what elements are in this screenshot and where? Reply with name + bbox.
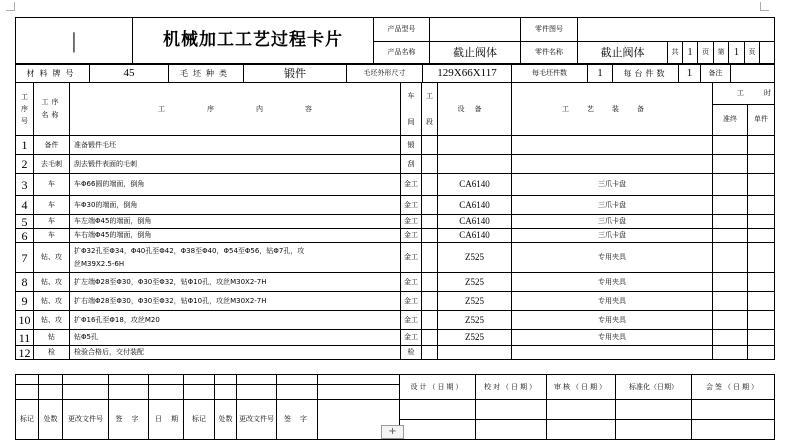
operation-equipment[interactable] [438, 346, 512, 360]
operation-unit-time[interactable] [748, 243, 775, 273]
operation-section[interactable] [422, 311, 438, 330]
blank-type-label: 毛坯种类 [169, 65, 244, 83]
card-header [15, 17, 775, 64]
operation-tooling[interactable]: 三爪卡盘 [512, 196, 713, 215]
operation-equipment[interactable]: Z525 [438, 292, 512, 311]
operation-tooling[interactable]: 专用夹具 [512, 243, 713, 273]
operation-row [16, 311, 775, 330]
operation-content[interactable]: 车Φ66圆的端面，倒角 [70, 174, 401, 196]
col-content-header: 工序内容 [70, 83, 401, 136]
operation-tooling[interactable]: 三爪卡盘 [512, 174, 713, 196]
operation-prep-time[interactable] [713, 243, 748, 273]
operation-name[interactable]: 车 [34, 174, 70, 196]
operation-unit-time[interactable] [748, 196, 775, 215]
operation-section[interactable] [422, 229, 438, 243]
operation-workshop[interactable]: 刮 [401, 155, 422, 174]
product-name-value[interactable]: 截止阀体 [430, 42, 521, 64]
operation-workshop[interactable]: 金工 [401, 311, 422, 330]
crop-mark-top-right [760, 2, 769, 11]
operation-equipment[interactable]: Z525 [438, 330, 512, 346]
blank-type-value[interactable]: 锻件 [244, 65, 347, 83]
operation-workshop[interactable]: 锻 [401, 136, 422, 155]
operation-row [16, 196, 775, 215]
col-seq-header: 工序号 [16, 83, 34, 136]
operation-workshop[interactable]: 检 [401, 346, 422, 360]
operation-tooling[interactable]: 三爪卡盘 [512, 215, 713, 229]
operation-section[interactable] [422, 243, 438, 273]
operation-prep-time[interactable] [713, 273, 748, 292]
operation-equipment[interactable]: Z525 [438, 273, 512, 292]
operation-prep-time[interactable] [713, 196, 748, 215]
operation-unit-time[interactable] [748, 174, 775, 196]
operation-name[interactable]: 备件 [34, 136, 70, 155]
operation-unit-time[interactable] [748, 229, 775, 243]
operation-number[interactable]: 11 [16, 330, 34, 346]
operation-equipment[interactable]: Z525 [438, 311, 512, 330]
operation-workshop[interactable]: 金工 [401, 196, 422, 215]
operation-number[interactable]: 6 [16, 229, 34, 243]
operation-content[interactable]: 车左端Φ45的端面，倒角 [70, 215, 401, 229]
operation-tooling[interactable]: 专用夹具 [512, 273, 713, 292]
part-name-value[interactable]: 截止阀体 [578, 42, 668, 64]
operation-section[interactable] [422, 196, 438, 215]
operation-unit-time[interactable] [748, 330, 775, 346]
revision-mark-label: 标记 [16, 400, 39, 440]
signature-label-2: 签字 [277, 400, 318, 440]
operation-row [16, 330, 775, 346]
operation-name[interactable]: 车 [34, 229, 70, 243]
operation-prep-time[interactable] [713, 136, 748, 155]
remarks-label: 备注 [701, 65, 731, 83]
operation-section[interactable] [422, 155, 438, 174]
operation-tooling[interactable]: 专用夹具 [512, 292, 713, 311]
operation-equipment[interactable] [438, 136, 512, 155]
operation-name[interactable]: 车 [34, 215, 70, 229]
operation-unit-time[interactable] [748, 273, 775, 292]
operation-name[interactable]: 钻、攻 [34, 273, 70, 292]
operation-name[interactable]: 钻、攻 [34, 292, 70, 311]
operation-unit-time[interactable] [748, 215, 775, 229]
operation-workshop[interactable]: 金工 [401, 273, 422, 292]
operation-content[interactable]: 检验合格后，交付装配 [70, 346, 401, 360]
countersign-date[interactable]: 会签（日期） [692, 375, 775, 400]
operation-number[interactable]: 12 [16, 346, 34, 360]
total-unit: 页 [698, 42, 714, 64]
operation-prep-time[interactable] [713, 311, 748, 330]
page-label: 第 [714, 42, 729, 64]
operation-workshop[interactable]: 金工 [401, 292, 422, 311]
operation-name[interactable]: 钻 [34, 330, 70, 346]
operation-row [16, 346, 775, 360]
part-no-label: 零件图号 [521, 18, 578, 42]
operation-tooling[interactable]: 专用夹具 [512, 311, 713, 330]
operation-unit-time[interactable] [748, 155, 775, 174]
total-pages[interactable]: 1 [683, 42, 698, 64]
revision-place-label: 处数 [39, 400, 63, 440]
operation-workshop[interactable]: 金工 [401, 243, 422, 273]
check-date[interactable]: 校对（日期） [476, 375, 547, 400]
operation-equipment[interactable]: CA6140 [438, 215, 512, 229]
operation-content[interactable]: 扩右端Φ28至Φ30，Φ30至Φ32，钻Φ10孔，攻丝M30X2-7H [70, 292, 401, 311]
blank-size-label: 毛坯外形尺寸 [347, 65, 423, 83]
part-no-value[interactable] [578, 18, 775, 42]
col-unit-time-header: 单件 [748, 104, 775, 135]
operation-number[interactable]: 9 [16, 292, 34, 311]
page-unit: 页 [745, 42, 760, 64]
operation-content[interactable]: 准备锻件毛坯 [70, 136, 401, 155]
operation-equipment[interactable]: CA6140 [438, 196, 512, 215]
operation-workshop[interactable]: 金工 [401, 174, 422, 196]
blank-size-value[interactable]: 129X66X117 [423, 65, 512, 83]
operation-content[interactable]: 刮去锻件表面的毛刺 [70, 155, 401, 174]
operation-number[interactable]: 7 [16, 243, 34, 273]
review-date[interactable]: 审核（日期） [547, 375, 616, 400]
operation-section[interactable] [422, 292, 438, 311]
operation-section[interactable] [422, 174, 438, 196]
operation-name[interactable]: 车 [34, 196, 70, 215]
operation-name[interactable]: 钻、攻 [34, 311, 70, 330]
col-prep-time-header: 准终 [713, 104, 748, 135]
col-section-header: 工段 [422, 83, 438, 136]
col-name-header: 工序名称 [34, 83, 70, 136]
operation-content[interactable]: 车右端Φ45的端面，倒角 [70, 229, 401, 243]
operation-workshop[interactable]: 金工 [401, 229, 422, 243]
operation-tooling[interactable]: 三爪卡盘 [512, 229, 713, 243]
operation-prep-time[interactable] [713, 215, 748, 229]
operation-prep-time[interactable] [713, 155, 748, 174]
operation-row [16, 292, 775, 311]
operation-tooling[interactable] [512, 346, 713, 360]
operation-section[interactable] [422, 136, 438, 155]
operation-name[interactable]: 去毛刺 [34, 155, 70, 174]
change-doc-label: 更改文件号 [63, 400, 109, 440]
operation-row [16, 273, 775, 292]
operation-section[interactable] [422, 346, 438, 360]
revision-place-label-2: 处数 [215, 400, 237, 440]
remarks-value[interactable] [731, 65, 775, 83]
operation-tooling[interactable] [512, 155, 713, 174]
operation-content[interactable]: 车Φ30的端面，倒角 [70, 196, 401, 215]
operation-number[interactable]: 10 [16, 311, 34, 330]
operation-content-line-2: 丝M39X2.5-6H [74, 259, 125, 268]
crop-mark-top-left [6, 2, 15, 11]
operation-prep-time[interactable] [713, 229, 748, 243]
operation-unit-time[interactable] [748, 346, 775, 360]
col-time-header: 工时 [713, 83, 775, 105]
operation-row [16, 174, 775, 196]
add-row-button[interactable]: + [381, 425, 404, 439]
operation-content-line-1: 扩Φ32孔至Φ34，Φ40孔至Φ42，Φ38至Φ40，Φ54至Φ56，钻Φ7孔，攻 [74, 246, 305, 255]
operation-prep-time[interactable] [713, 292, 748, 311]
pieces-per-blank-value[interactable]: 1 [588, 65, 613, 83]
operation-row [16, 155, 775, 174]
operation-equipment[interactable]: CA6140 [438, 174, 512, 196]
operation-number[interactable]: 5 [16, 215, 34, 229]
operations-table [15, 82, 791, 360]
operation-number[interactable]: 1 [16, 136, 34, 155]
text-cursor: | [71, 27, 77, 53]
signature-label: 签字 [109, 400, 149, 440]
operation-workshop[interactable]: 金工 [401, 330, 422, 346]
operation-prep-time[interactable] [713, 330, 748, 346]
operation-row [16, 215, 775, 229]
operation-row [16, 229, 775, 243]
operation-row [16, 243, 775, 273]
operation-number[interactable]: 4 [16, 196, 34, 215]
col-equipment-header: 设备 [438, 83, 512, 136]
operation-tooling[interactable]: 专用夹具 [512, 330, 713, 346]
design-date[interactable]: 设计（日期） [400, 375, 476, 400]
operation-workshop[interactable]: 金工 [401, 215, 422, 229]
change-doc-label-2: 更改文件号 [237, 400, 277, 440]
revision-mark-label-2: 标记 [184, 400, 215, 440]
operation-name[interactable]: 检 [34, 346, 70, 360]
standard-date[interactable]: 标准化（日期） [616, 375, 692, 400]
operation-unit-time[interactable] [748, 292, 775, 311]
product-model-label: 产品型号 [374, 18, 430, 42]
operation-number[interactable]: 8 [16, 273, 34, 292]
operation-content[interactable] [70, 243, 401, 273]
material-grade-label: 材料牌号 [16, 65, 90, 83]
operation-number[interactable]: 2 [16, 155, 34, 174]
operation-name[interactable]: 钻、攻 [34, 243, 70, 273]
col-workshop-header: 车间 [401, 83, 422, 136]
operation-section[interactable] [422, 215, 438, 229]
page-blank-cell [760, 42, 775, 64]
pieces-per-blank-label: 每毛坯件数 [512, 65, 588, 83]
operation-unit-time[interactable] [748, 311, 775, 330]
current-page[interactable]: 1 [729, 42, 745, 64]
date-label: 日期 [149, 400, 184, 440]
operation-unit-time[interactable] [748, 136, 775, 155]
product-model-value[interactable] [430, 18, 521, 42]
operation-section[interactable] [422, 330, 438, 346]
operation-content[interactable]: 扩左端Φ28至Φ30，Φ30至Φ32，钻Φ10孔，攻丝M30X2-7H [70, 273, 401, 292]
material-row [15, 64, 775, 83]
material-grade-value[interactable]: 45 [90, 65, 169, 83]
col-tooling-header: 工艺装备 [512, 83, 713, 136]
operation-prep-time[interactable] [713, 174, 748, 196]
card-title: 机械加工工艺过程卡片 [133, 18, 374, 64]
operation-content[interactable]: 钻Φ5孔 [70, 330, 401, 346]
operation-equipment[interactable] [438, 155, 512, 174]
operation-equipment[interactable]: Z525 [438, 243, 512, 273]
operation-row [16, 136, 775, 155]
product-name-label: 产品名称 [374, 42, 430, 64]
total-label: 共 [668, 42, 683, 64]
part-name-label: 零件名称 [521, 42, 578, 64]
per-unit-label: 每台件数 [613, 65, 679, 83]
operation-equipment[interactable]: CA6140 [438, 229, 512, 243]
per-unit-value[interactable]: 1 [679, 65, 701, 83]
operation-prep-time[interactable] [713, 346, 748, 360]
operation-tooling[interactable] [512, 136, 713, 155]
operation-section[interactable] [422, 273, 438, 292]
cursor-cell[interactable] [16, 18, 133, 64]
operation-number[interactable]: 3 [16, 174, 34, 196]
operation-content[interactable]: 扩Φ16孔至Φ18，攻丝M20 [70, 311, 401, 330]
